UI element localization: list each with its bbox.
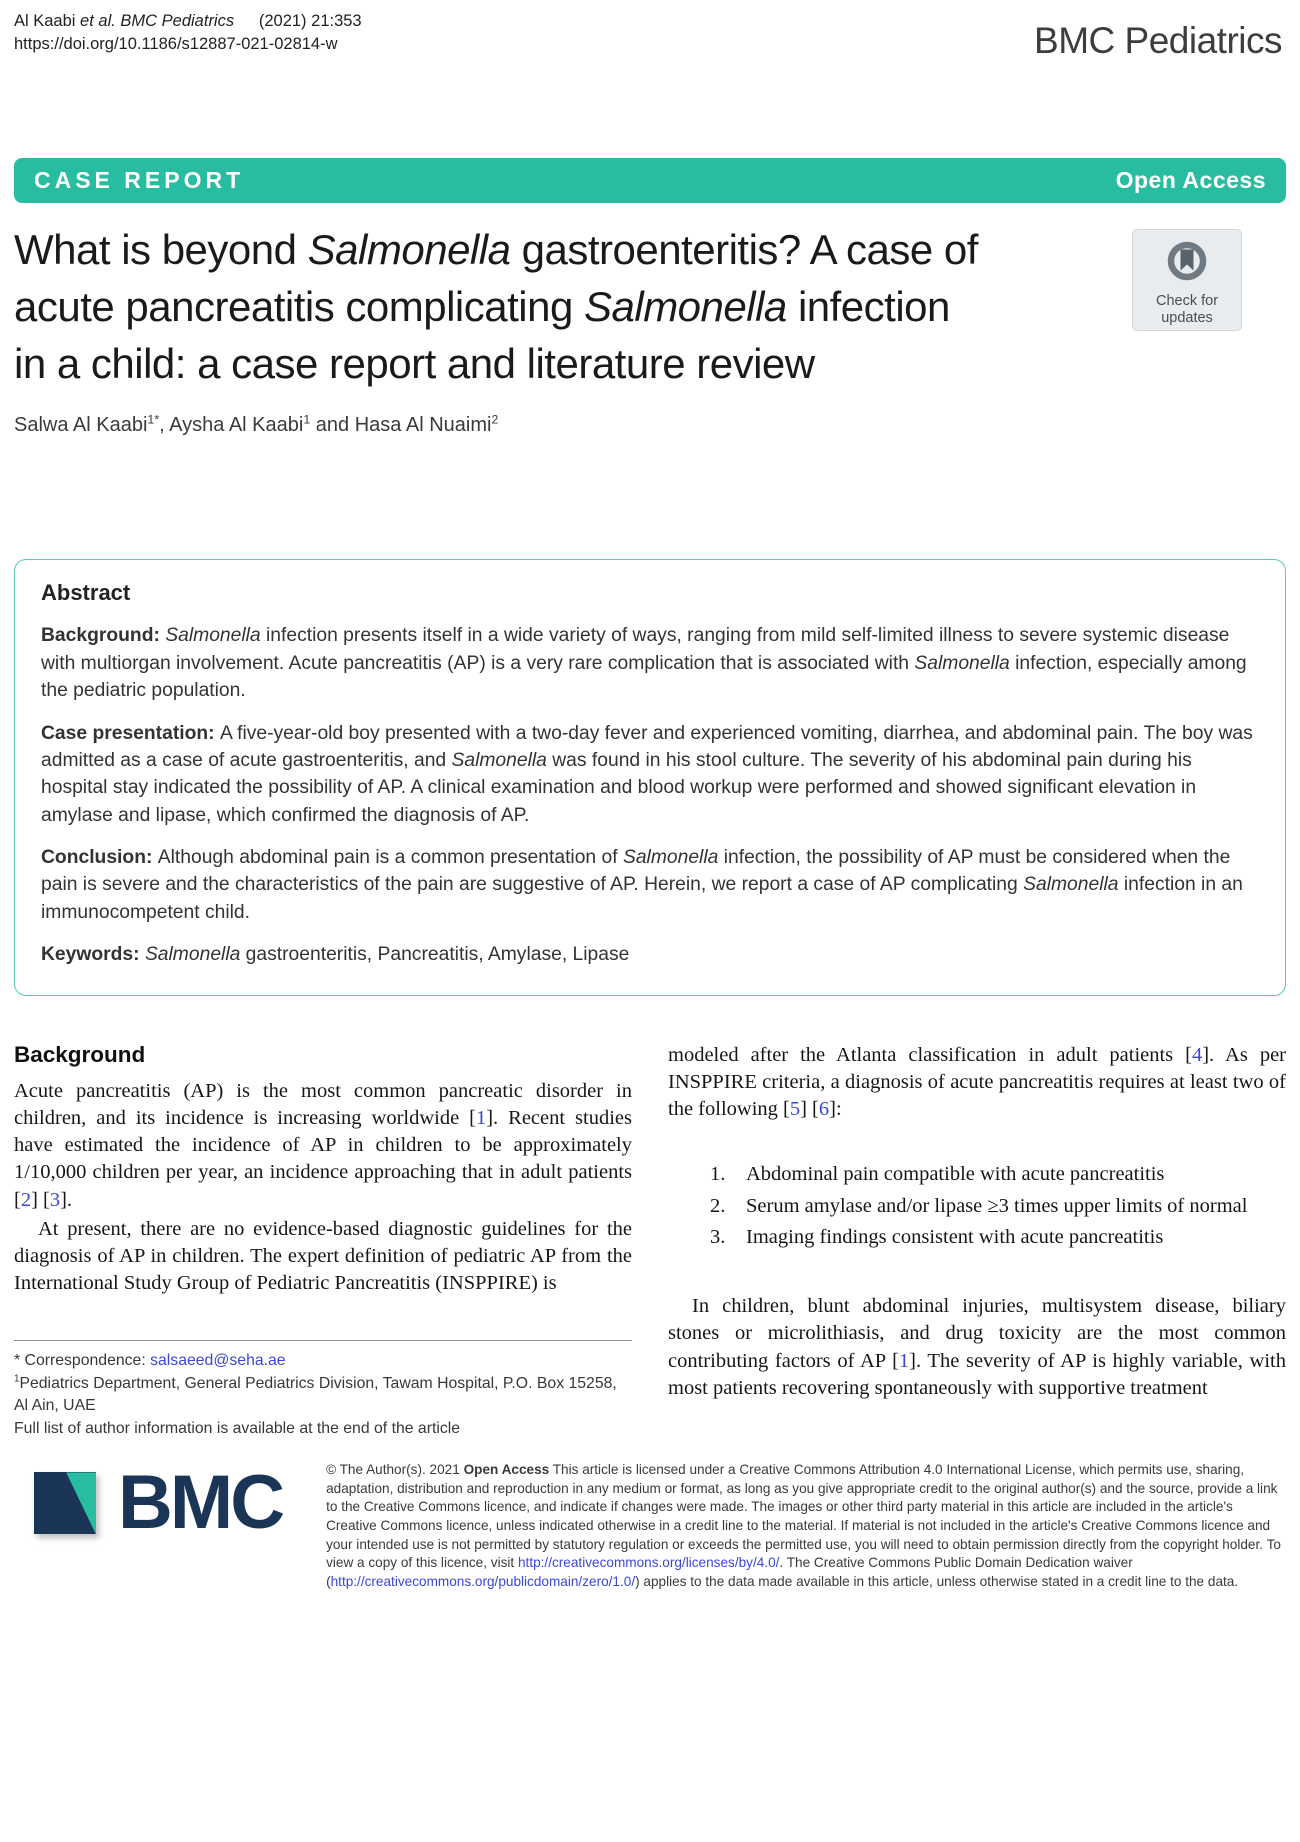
crossmark-icon bbox=[1163, 237, 1211, 290]
article-type-banner bbox=[14, 158, 1286, 203]
reference-link[interactable]: 6 bbox=[818, 1098, 830, 1121]
citation-block bbox=[14, 10, 362, 56]
hyperlink[interactable]: http://creativecommons.org/licenses/by/4.0/ bbox=[517, 1555, 780, 1571]
authors-line: Salwa Al Kaabi$^{1*}$, Aysha Al Kaabi$^1$ and Hasa Al Nuaimi$^2$ bbox=[14, 412, 499, 437]
body-columns bbox=[14, 1042, 1286, 1442]
diagnosis-criteria-list bbox=[710, 1161, 1286, 1251]
hyperlink[interactable]: salsaeed@seha.ae bbox=[150, 1351, 286, 1369]
full-author-info-line: Full list of author information is available at the end of the article bbox=[14, 1420, 461, 1438]
abstract-conclusion: Conclusion: Although abdominal pain is a common presentation of Salmonella infection, the possibility of AP must be considered when the pain is severe and the characteristics of the pain are suggestive of AP. Herein, we report a case of AP complicating Salmonella infection in an immunocompetent child. bbox=[41, 847, 1243, 923]
abstract-heading: Abstract bbox=[41, 580, 131, 606]
check-badge-label: Check for updates bbox=[1155, 293, 1219, 326]
affiliation-line: $^1$Pediatrics Department, General Pediatrics Division, Tawam Hospital, P.O. Box 15258, Al Ain, UAE bbox=[14, 1373, 617, 1415]
background-paragraph-1: Acute pancreatitis (AP) is the most common pancreatic disorder in children, and its incidence is increasing worldwide [1]. Recent studies have estimated the incidence of AP in children to be approximately 1/10,000 children per year, an incidence approaching that in adult patients [2] [3]. bbox=[14, 1079, 632, 1211]
abstract-box bbox=[14, 559, 1286, 995]
journal-logo: BMC Pediatrics bbox=[1034, 20, 1282, 61]
page-footer bbox=[14, 1461, 1286, 1591]
reference-link[interactable]: 2 bbox=[20, 1188, 32, 1211]
bmc-logo bbox=[34, 1460, 283, 1546]
page-header bbox=[14, 10, 1286, 62]
reference-link[interactable]: 3 bbox=[49, 1188, 61, 1211]
left-column bbox=[14, 1042, 632, 1442]
contributing-factors-paragraph: In children, blunt abdominal injuries, multisystem disease, biliary stones or microlithiasis, and drug toxicity are the most common contributing factors of AP [1]. The severity of AP is highly variable, with most patients recovering spontaneously with supportive treatment bbox=[668, 1295, 1286, 1399]
abstract-case-presentation: Case presentation: A five-year-old boy presented with a two-day fever and experienced vomiting, diarrhea, and abdominal pain. The boy was admitted as a case of acute gastroenteritis, and Salmonella was found in his stool culture. The severity of his abdominal pain during his hospital stay indicated the possibility of AP. A clinical examination and blood workup were performed and showed significant elevation in amylase and lipase, which confirmed the diagnosis of AP. bbox=[41, 722, 1253, 826]
list-item: 1. Abdominal pain compatible with acute pancreatitis bbox=[710, 1163, 1165, 1186]
bmc-logo-icon bbox=[34, 1472, 96, 1534]
hyperlink[interactable]: http://creativecommons.org/publicdomain/zero/1.0/ bbox=[330, 1573, 636, 1589]
open-access-label: Open Access bbox=[1115, 167, 1266, 193]
check-for-updates-button[interactable] bbox=[1132, 229, 1242, 331]
citation-line: Al Kaabi et al. BMC Pediatrics (2021) 21:353 bbox=[14, 12, 362, 30]
background-paragraph-2: At present, there are no evidence-based diagnostic guidelines for the diagnosis of AP in children. The expert definition of pediatric AP from the International Study Group of Pediatric Pancreatitis (INSPPIRE) is bbox=[14, 1217, 632, 1295]
page-title: What is beyond Salmonella gastroenteritis? A case of acute pancreatitis complicating Salmonella infection in a child: a case report and literature review bbox=[14, 226, 978, 388]
license-statement: © The Author(s). 2021 Open Access This article is licensed under a Creative Commons Attribution 4.0 International License, which permits use, sharing, adaptation, distribution and reproduction in any medium or format, as long as you give appropriate credit to the original author(s) and the source, provide a link to the Creative Commons licence, and indicate if changes were made. The images or other third party material in this article are included in the article's Creative Commons licence, unless indicated otherwise in a credit line to the material. If material is not included in the article's Creative Commons licence and your intended use is not permitted by statutory regulation or exceeds the permitted use, you will need to obtain permission directly from the copyright holder. To view a copy of this licence, visit http://creativecommons.org/licenses/by/4.0/. The Creative Commons Public Domain Dedication waiver (http://creativecommons.org/publicdomain/zero/1.0/) applies to the data made available in this article, unless otherwise stated in a credit line to the data. bbox=[326, 1462, 1281, 1589]
doi-link[interactable]: https://doi.org/10.1186/s12887-021-02814-w bbox=[14, 35, 338, 54]
reference-link[interactable]: 4 bbox=[1191, 1043, 1203, 1066]
bmc-logo-text: BMC bbox=[118, 1460, 283, 1546]
reference-link[interactable]: 1 bbox=[475, 1106, 487, 1129]
right-column bbox=[668, 1042, 1286, 1442]
background-heading: Background bbox=[14, 1041, 146, 1067]
correspondence-line: * Correspondence: salsaeed@seha.ae bbox=[14, 1351, 286, 1369]
abstract-keywords: Keywords: Salmonella gastroenteritis, Pancreatitis, Amylase, Lipase bbox=[41, 944, 630, 966]
list-item: 3. Imaging findings consistent with acute pancreatitis bbox=[710, 1225, 1164, 1248]
article-type-label: CASE REPORT bbox=[34, 167, 245, 193]
author-footnote bbox=[14, 1340, 632, 1442]
abstract-background: Background: Salmonella infection presents itself in a wide variety of ways, ranging from mild self-limited illness to severe systemic disease with multiorgan involvement. Acute pancreatitis (AP) is a very rare complication that is associated with Salmonella infection, especially among the pediatric population. bbox=[41, 625, 1247, 702]
list-item: 2. Serum amylase and/or lipase ≥3 times upper limits of normal bbox=[710, 1194, 1248, 1217]
title-section bbox=[14, 221, 1286, 437]
reference-link[interactable]: 1 bbox=[898, 1349, 910, 1372]
reference-link[interactable]: 5 bbox=[789, 1098, 801, 1121]
criteria-intro-paragraph: modeled after the Atlanta classification in adult patients [4]. As per INSPPIRE criteria, a diagnosis of acute pancreatitis requires at least two of the following [5] [6]: bbox=[668, 1043, 1286, 1121]
